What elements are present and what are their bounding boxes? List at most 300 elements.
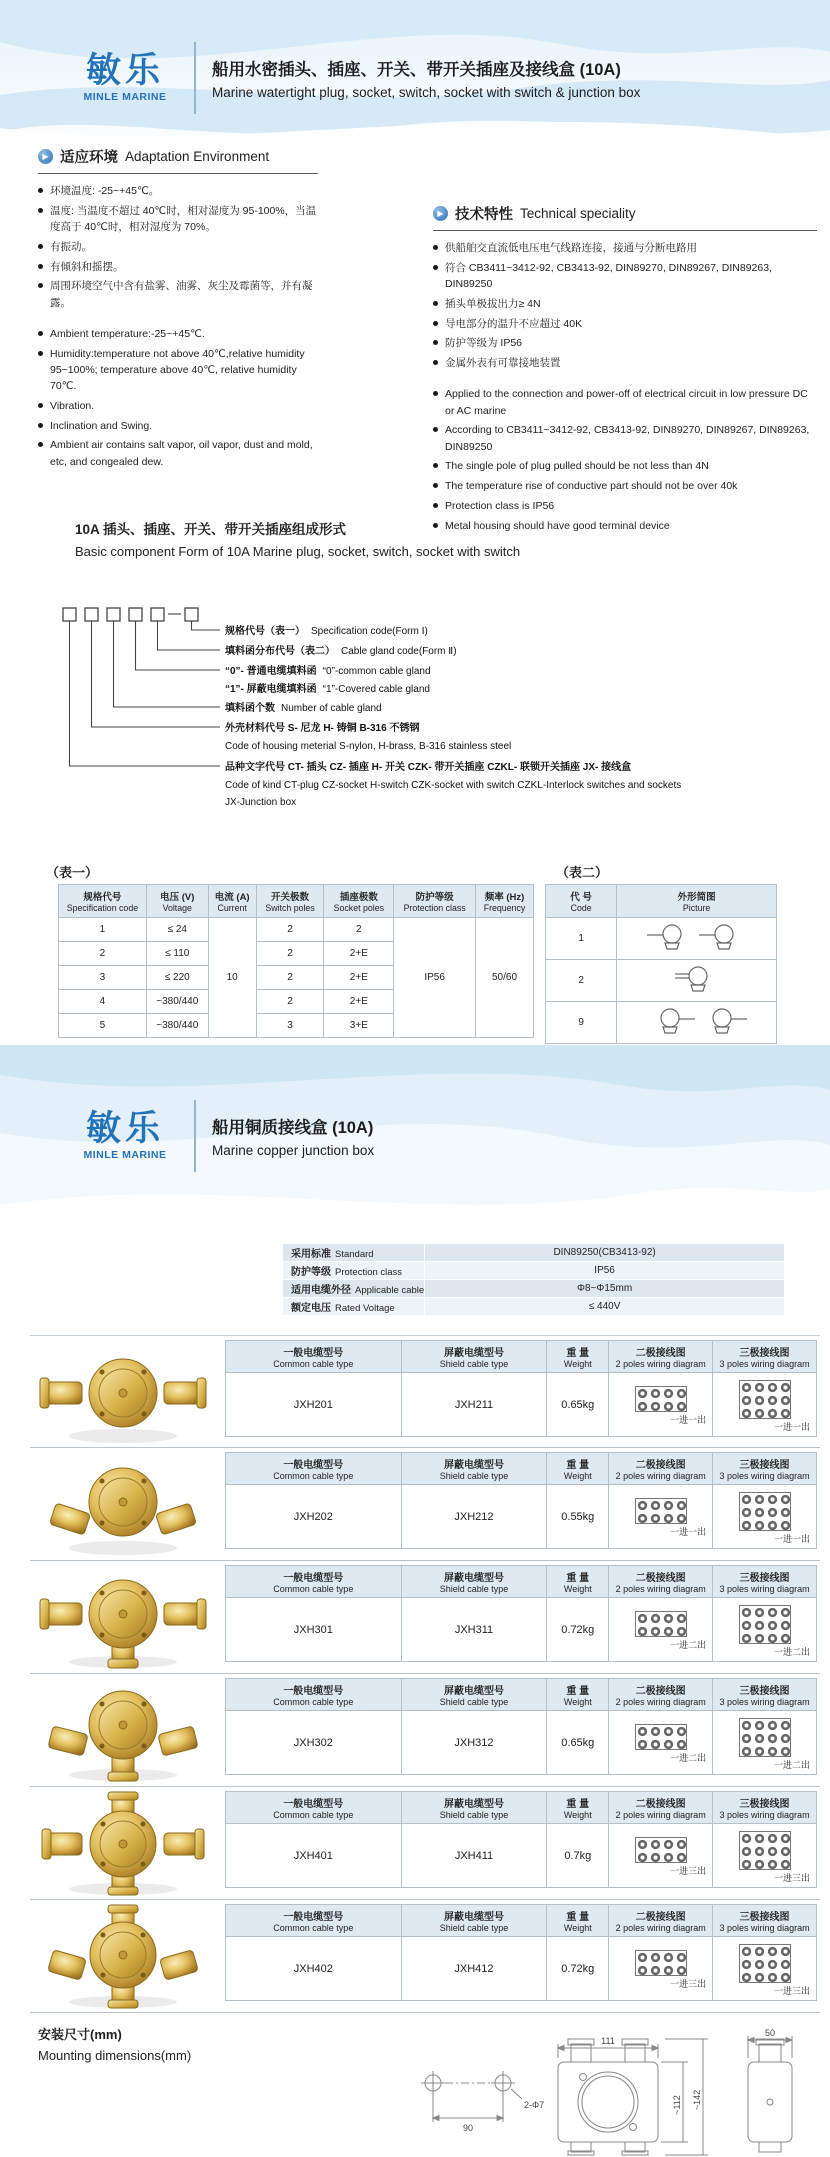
- col-weight: 重 量 Weight: [547, 1341, 609, 1373]
- cell-shield-model: JXH212: [401, 1485, 547, 1549]
- product-photo-2way: [38, 1340, 208, 1446]
- cell-shield-model: JXH211: [401, 1373, 547, 1437]
- standards-row: [283, 1280, 785, 1298]
- standards-value: DIN89250(CB3413-92): [425, 1244, 785, 1262]
- product-photo-4way: [38, 1904, 208, 2010]
- list-item-text: Ambient air contains salt vapor, oil vapor, dust and mold, etc, and congealed dew.: [50, 439, 313, 468]
- code-label-gland-number: [225, 700, 382, 718]
- product-header-row: [226, 1792, 817, 1824]
- cell-voltage: ≤ 220: [146, 966, 208, 990]
- label-en: JX-Junction box: [225, 797, 297, 808]
- play-icon: ▶: [433, 206, 448, 221]
- wiring-diagram-2pole: [635, 1386, 687, 1412]
- label-line: [225, 681, 431, 699]
- dim-hole-span: 90: [462, 2123, 474, 2133]
- list-item-text: 有倾斜和摇摆。: [50, 260, 124, 273]
- label-en: Number of cable gland: [281, 703, 382, 714]
- header-divider: [194, 42, 196, 114]
- product-value-row: [226, 1824, 817, 1888]
- cell-voltage: ≤ 110: [146, 942, 208, 966]
- col-common-type: 一般电缆型号 Common cable type: [226, 1905, 402, 1937]
- col-2pole-diagram: 二极接线图 2 poles wiring diagram: [609, 1566, 713, 1598]
- product-photo-3way: [38, 1565, 208, 1671]
- list-item-text: Vibration.: [50, 399, 95, 412]
- product-table: [225, 1678, 817, 1775]
- wiring-caption: 一进三出: [670, 1866, 707, 1876]
- standards-row: [283, 1244, 785, 1262]
- cell-common-model: JXH202: [226, 1485, 402, 1549]
- form1-table: [58, 884, 534, 1038]
- product-block-jxh401: [30, 1787, 820, 1900]
- product-value-row: [226, 1598, 817, 1662]
- code-label-gland: [225, 643, 457, 661]
- list-item-text: According to CB3411~3412-92, CB3413-92, DIN89270, DIN89267, DIN89263, DIN89250: [445, 424, 810, 453]
- page2-header: [66, 1100, 374, 1172]
- label-line: [225, 759, 681, 777]
- bullet-icon: [433, 503, 438, 508]
- product-table: [225, 1791, 817, 1888]
- technical-list-en: [433, 386, 817, 534]
- play-icon: ▶: [38, 149, 53, 164]
- product-table: [225, 1904, 817, 2001]
- page-title-cn: 船用水密插头、插座、开关、带开关插座及接线盒 (10A): [212, 61, 621, 79]
- product-table: [225, 1565, 817, 1662]
- cell-common-model: JXH302: [226, 1711, 402, 1775]
- col-3pole-diagram: 三极接线图 3 poles wiring diagram: [713, 1453, 817, 1485]
- col-3pole-diagram: 三极接线图 3 poles wiring diagram: [713, 1905, 817, 1937]
- col-2pole-diagram: 二极接线图 2 poles wiring diagram: [609, 1341, 713, 1373]
- cell-shield-model: JXH312: [401, 1711, 547, 1775]
- product-list: [30, 1335, 820, 2013]
- bullet-icon: [38, 442, 43, 447]
- wiring-caption: 一进一出: [670, 1527, 707, 1537]
- list-item-text: Metal housing should have good terminal device: [445, 519, 670, 532]
- col-2pole-diagram: 二极接线图 2 poles wiring diagram: [609, 1792, 713, 1824]
- cell-code: 1: [59, 918, 147, 942]
- list-item-text: 温度: 当温度不超过 40℃时，相对湿度为 95-100%，当温度高于 40℃时，相对湿度为 70%。: [50, 204, 317, 234]
- standards-label: 适用电缆外径 Applicable cable: [283, 1280, 425, 1298]
- list-item-text: The single pole of plug pulled should be not less than 4N: [445, 460, 709, 473]
- code-label-spec: [225, 623, 428, 641]
- product-value-row: [226, 1373, 817, 1437]
- mounting-dimensions-section: [38, 2024, 191, 2063]
- col-switch-poles: 开关极数 Switch poles: [256, 885, 324, 918]
- bullet-icon: [38, 208, 43, 213]
- product-photo-3way: [38, 1678, 208, 1784]
- bullet-icon: [433, 360, 438, 365]
- cell-picture: [617, 960, 777, 1002]
- wiring-diagram-2pole: [635, 1837, 687, 1863]
- col-shield-type: 屏蔽电缆型号 Shield cable type: [401, 1679, 547, 1711]
- col-socket-poles: 插座极数 Socket poles: [324, 885, 394, 918]
- wiring-diagram-2pole: [635, 1724, 687, 1750]
- code-label-housing: [225, 720, 511, 755]
- cell-switch: 2: [256, 990, 324, 1014]
- product-block-jxh301: [30, 1561, 820, 1674]
- list-item: [38, 326, 318, 342]
- list-item: [433, 458, 817, 474]
- list-item: [433, 422, 817, 455]
- form2-row: [546, 1002, 777, 1044]
- wiring-caption: 一进二出: [773, 1759, 810, 1770]
- col-weight: 重 量 Weight: [547, 1905, 609, 1937]
- product-header-row: [226, 1566, 817, 1598]
- cell-shield-model: JXH311: [401, 1598, 547, 1662]
- bullet-icon: [38, 331, 43, 336]
- col-shield-type: 屏蔽电缆型号 Shield cable type: [401, 1566, 547, 1598]
- col-weight: 重 量 Weight: [547, 1679, 609, 1711]
- bullet-icon: [433, 321, 438, 326]
- col-common-type: 一般电缆型号 Common cable type: [226, 1566, 402, 1598]
- page1-header: [66, 42, 640, 114]
- col-frequency: 频率 (Hz) Frequency: [476, 885, 534, 918]
- label-line: [225, 738, 511, 756]
- cell-picture: [617, 1002, 777, 1044]
- wiring-caption: 一进三出: [670, 1979, 707, 1989]
- logo-wordmark-cn: 敏乐: [85, 50, 164, 90]
- col-3pole-diagram: 三极接线图 3 poles wiring diagram: [713, 1792, 817, 1824]
- page2-title-group: [212, 1114, 374, 1158]
- wiring-diagram-3pole: [739, 1605, 791, 1644]
- form1-header-row: [59, 885, 534, 918]
- col-shield-type: 屏蔽电缆型号 Shield cable type: [401, 1792, 547, 1824]
- standards-label: 防护等级 Protection class: [283, 1262, 425, 1280]
- standards-table: [282, 1243, 785, 1316]
- cell-socket: 3+E: [324, 1014, 394, 1038]
- label-en: Cable gland code(Form Ⅱ): [341, 646, 457, 657]
- cell-picture: [617, 918, 777, 960]
- wiring-caption: 一进二出: [773, 1646, 810, 1657]
- product-value-row: [226, 1937, 817, 2001]
- cell-socket: 2+E: [324, 990, 394, 1014]
- list-item-text: 符合 CB3411~3412-92, CB3413-92, DIN89270, DIN89267, DIN89263, DIN89250: [445, 261, 772, 291]
- dim-front-h1: ~112: [672, 2095, 682, 2115]
- form2-caption: （表二）: [556, 865, 609, 880]
- cell-socket: 2+E: [324, 942, 394, 966]
- bullet-icon: [433, 265, 438, 270]
- cell-3pole-diagram: [713, 1824, 817, 1888]
- wiring-diagram-2pole: [635, 1498, 687, 1524]
- component-form-title-en: Basic component Form of 10A Marine plug, socket, switch, socket with switch: [75, 544, 521, 559]
- standards-value: IP56: [425, 1262, 785, 1280]
- wiring-diagram-2pole: [635, 1611, 687, 1637]
- bullet-icon: [38, 351, 43, 356]
- cell-common-model: JXH401: [226, 1824, 402, 1888]
- standards-row: [283, 1298, 785, 1316]
- list-item: [433, 386, 817, 419]
- heading-en: Adaptation Environment: [125, 149, 270, 164]
- list-item: [433, 260, 817, 293]
- heading-cn: 适应环境: [60, 150, 118, 166]
- logo-wordmark-cn: 敏乐: [85, 1108, 164, 1148]
- form1-row: [59, 918, 534, 942]
- list-item-text: 有振动。: [50, 240, 92, 253]
- brand-logo: [66, 50, 184, 104]
- standards-label: 采用标准 Standard: [283, 1244, 425, 1262]
- col-common-type: 一般电缆型号 Common cable type: [226, 1679, 402, 1711]
- cell-switch: 2: [256, 942, 324, 966]
- outline-sketch-left-entry: [627, 921, 767, 953]
- technical-list-cn: [433, 240, 817, 371]
- list-item-text: 金属外表有可靠接地装置: [445, 357, 561, 370]
- cell-3pole-diagram: [713, 1598, 817, 1662]
- cell-switch: 2: [256, 966, 324, 990]
- cell-3pole-diagram: [713, 1937, 817, 2001]
- cell-common-model: JXH201: [226, 1373, 402, 1437]
- cell-voltage: ≤ 24: [146, 918, 208, 942]
- cell-shield-model: JXH411: [401, 1824, 547, 1888]
- list-item-text: Protection class is IP56: [445, 499, 555, 512]
- cell-common-model: JXH301: [226, 1598, 402, 1662]
- list-item: [433, 240, 817, 256]
- col-spec: 规格代号 Specification code: [59, 885, 147, 918]
- list-item-text: 导电部分的温升不应超过 40K: [445, 317, 583, 330]
- cell-common-model: JXH402: [226, 1937, 402, 2001]
- cell-2pole-diagram: [609, 1373, 713, 1437]
- cell-3pole-diagram: [713, 1711, 817, 1775]
- list-item: [38, 398, 318, 414]
- product-block-jxh402: [30, 1900, 820, 2013]
- label-line: [225, 720, 511, 738]
- wiring-caption: 一进一出: [773, 1421, 810, 1432]
- bullet-icon: [38, 423, 43, 428]
- product-header-row: [226, 1905, 817, 1937]
- col-3pole-diagram: 三极接线图 3 poles wiring diagram: [713, 1566, 817, 1598]
- cell-weight: 0.72kg: [547, 1937, 609, 2001]
- list-item-text: 环境温度: -25~+45℃。: [50, 185, 160, 197]
- label-cn: 外壳材料代号 S- 尼龙 H- 铸铜 B-316 不锈钢: [225, 723, 420, 734]
- list-item-text: Applied to the connection and power-off of electrical circuit in low pressure DC or AC marine: [445, 388, 808, 417]
- list-item-text: The temperature rise of conductive part should not be over 40k: [445, 480, 738, 493]
- col-shield-type: 屏蔽电缆型号 Shield cable type: [401, 1453, 547, 1485]
- adaptation-environment-section: [38, 146, 318, 473]
- col-weight: 重 量 Weight: [547, 1453, 609, 1485]
- bullet-icon: [433, 245, 438, 250]
- section-heading: [433, 203, 817, 231]
- list-item: [38, 278, 318, 311]
- product-block-jxh201: [30, 1335, 820, 1448]
- logo-wordmark-en: MINLE MARINE: [83, 1149, 167, 1162]
- list-item: [433, 296, 817, 312]
- list-item-text: 插头单极拔出力≥ 4N: [445, 297, 541, 310]
- list-item: [38, 346, 318, 395]
- bullet-icon: [433, 427, 438, 432]
- dim-front-width: 111: [601, 2036, 615, 2046]
- product-header-row: [226, 1453, 817, 1485]
- page-title-cn: 船用铜质接线盒 (10A): [212, 1119, 374, 1137]
- cell-voltage: ~380/440: [146, 990, 208, 1014]
- cell-3pole-diagram: [713, 1485, 817, 1549]
- heading-en: Technical speciality: [520, 206, 636, 221]
- heading-cn: 技术特性: [455, 207, 513, 223]
- product-code-diagram: [60, 598, 682, 838]
- code-label-gland-type: [225, 663, 431, 698]
- wiring-diagram-3pole: [739, 1831, 791, 1870]
- cell-switch: 2: [256, 918, 324, 942]
- cell-weight: 0.72kg: [547, 1598, 609, 1662]
- bullet-icon: [433, 463, 438, 468]
- cell-code: 3: [59, 966, 147, 990]
- col-3pole-diagram: 三极接线图 3 poles wiring diagram: [713, 1679, 817, 1711]
- col-weight: 重 量 Weight: [547, 1566, 609, 1598]
- list-item: [38, 259, 318, 275]
- col-2pole-diagram: 二极接线图 2 poles wiring diagram: [609, 1905, 713, 1937]
- bullet-icon: [433, 391, 438, 396]
- list-item: [433, 355, 817, 371]
- col-2pole-diagram: 二极接线图 2 poles wiring diagram: [609, 1679, 713, 1711]
- bullet-icon: [433, 483, 438, 488]
- product-photo-4way: [38, 1791, 208, 1897]
- cell-code: 9: [546, 1002, 617, 1044]
- technical-speciality-section: [433, 203, 817, 537]
- col-common-type: 一般电缆型号 Common cable type: [226, 1792, 402, 1824]
- col-shield-type: 屏蔽电缆型号 Shield cable type: [401, 1905, 547, 1937]
- col-weight: 重 量 Weight: [547, 1792, 609, 1824]
- wiring-caption: 一进一出: [773, 1533, 810, 1544]
- list-item: [433, 498, 817, 514]
- section-heading: [38, 146, 318, 174]
- wiring-caption: 一进二出: [670, 1640, 707, 1650]
- page1-title-group: [212, 56, 640, 100]
- list-item: [38, 418, 318, 434]
- label-line: [225, 794, 681, 812]
- label-en: Specification code(Form Ⅰ): [311, 626, 428, 637]
- col-2pole-diagram: 二极接线图 2 poles wiring diagram: [609, 1453, 713, 1485]
- list-item-text: Ambient temperature:-25~+45℃.: [50, 327, 205, 340]
- code-label-kind: [225, 759, 681, 812]
- product-block-jxh202: [30, 1448, 820, 1561]
- component-form-title-cn: 10A 插头、插座、开关、带开关插座组成形式: [75, 522, 347, 537]
- cell-protection: IP56: [394, 918, 476, 1038]
- list-item: [38, 437, 318, 470]
- component-form-section: [75, 518, 520, 559]
- form2-row: [546, 960, 777, 1002]
- list-item: [38, 239, 318, 255]
- label-cn: “1”- 屏蔽电缆填料函: [225, 683, 317, 695]
- bullet-icon: [38, 283, 43, 288]
- cell-2pole-diagram: [609, 1485, 713, 1549]
- wiring-diagram-2pole: [635, 1950, 687, 1976]
- cell-code: 2: [546, 960, 617, 1002]
- dim-hole-label: 2-Φ7: [524, 2100, 545, 2110]
- col-3pole-diagram: 三极接线图 3 poles wiring diagram: [713, 1341, 817, 1373]
- cell-socket: 2+E: [324, 966, 394, 990]
- cell-weight: 0.7kg: [547, 1824, 609, 1888]
- list-item-text: Inclination and Swing.: [50, 419, 153, 432]
- wiring-caption: 一进三出: [773, 1985, 810, 1996]
- bullet-icon: [38, 264, 43, 269]
- list-item: [38, 203, 318, 236]
- label-cn: 填料函分布代号（表二）: [225, 646, 335, 657]
- product-table: [225, 1452, 817, 1549]
- form2-row: [546, 918, 777, 960]
- product-header-row: [226, 1679, 817, 1711]
- bullet-icon: [38, 188, 43, 193]
- cell-weight: 0.65kg: [547, 1373, 609, 1437]
- cell-2pole-diagram: [609, 1711, 713, 1775]
- product-value-row: [226, 1711, 817, 1775]
- list-item: [38, 183, 318, 199]
- label-line: [225, 663, 431, 681]
- page-title-en: Marine watertight plug, socket, switch, socket with switch & junction box: [212, 85, 641, 100]
- list-item: [433, 335, 817, 351]
- col-voltage: 电压 (V) Voltage: [146, 885, 208, 918]
- adaptation-list-en: [38, 326, 318, 470]
- mounting-title-cn: 安装尺寸(mm): [38, 2027, 122, 2042]
- standards-row: [283, 1262, 785, 1280]
- label-cn: “0”- 普通电缆填料函: [225, 666, 317, 677]
- bullet-icon: [38, 403, 43, 408]
- cell-code: 1: [546, 918, 617, 960]
- label-cn: 填料函个数: [225, 703, 275, 714]
- header-divider: [194, 1100, 196, 1172]
- logo-wordmark-en: MINLE MARINE: [83, 91, 167, 104]
- bullet-icon: [38, 244, 43, 249]
- wiring-diagram-3pole: [739, 1380, 791, 1419]
- standards-value: ≤ 440V: [425, 1298, 785, 1316]
- adaptation-list-cn: [38, 183, 318, 311]
- cell-frequency: 50/60: [476, 918, 534, 1038]
- bullet-icon: [433, 301, 438, 306]
- standards-label: 额定电压 Rated Voltage: [283, 1298, 425, 1316]
- product-table: [225, 1340, 817, 1437]
- col-common-type: 一般电缆型号 Common cable type: [226, 1341, 402, 1373]
- page-title-en: Marine copper junction box: [212, 1143, 375, 1158]
- list-item-text: 防护等级为 IP56: [445, 337, 523, 350]
- wiring-diagram-3pole: [739, 1944, 791, 1983]
- cell-shield-model: JXH412: [401, 1937, 547, 2001]
- col-common-type: 一般电缆型号 Common cable type: [226, 1453, 402, 1485]
- cell-weight: 0.55kg: [547, 1485, 609, 1549]
- brand-logo: [66, 1108, 184, 1162]
- list-item-text: 供船舶交直流低电压电气线路连接，接通与分断电路用: [445, 242, 697, 254]
- mounting-title-en: Mounting dimensions(mm): [38, 2048, 192, 2063]
- product-block-jxh302: [30, 1674, 820, 1787]
- product-photo-2way: [38, 1452, 208, 1558]
- label-line: [225, 777, 681, 795]
- list-item-text: Humidity:temperature not above 40℃,relative humidity 95~100%; temperature above 40℃, relative humidity 70℃.: [50, 347, 305, 393]
- cell-switch: 3: [256, 1014, 324, 1038]
- wiring-diagram-3pole: [739, 1492, 791, 1531]
- label-en: “1”-Covered cable gland: [322, 683, 430, 695]
- list-item: [433, 478, 817, 494]
- list-item-text: 周围环境空气中含有盐雾、油雾、灰尘及霉菌等，并有凝露。: [50, 280, 313, 309]
- cell-current: 10: [208, 918, 256, 1038]
- cell-socket: 2: [324, 918, 394, 942]
- cell-2pole-diagram: [609, 1598, 713, 1662]
- wiring-diagram-3pole: [739, 1718, 791, 1757]
- wiring-caption: 一进二出: [670, 1753, 707, 1763]
- list-item: [433, 316, 817, 332]
- label-en: Code of kind CT-plug CZ-socket H-switch CZK-socket with switch CZKL-Interlock switches and sockets: [225, 779, 682, 791]
- standards-value: Φ8~Φ15mm: [425, 1280, 785, 1298]
- cell-code: 2: [59, 942, 147, 966]
- outline-sketch-double-left-entry: [627, 963, 767, 995]
- col-code: 代 号 Code: [546, 885, 617, 918]
- cell-2pole-diagram: [609, 1937, 713, 2001]
- form1-caption: （表一）: [46, 865, 99, 880]
- col-current: 电流 (A) Current: [208, 885, 256, 918]
- cell-3pole-diagram: [713, 1373, 817, 1437]
- dim-front-h2: ~142: [692, 2089, 702, 2111]
- cell-voltage: ~380/440: [146, 1014, 208, 1038]
- form2-header-row: [546, 885, 777, 918]
- dim-side-width: 50: [764, 2028, 776, 2038]
- cell-2pole-diagram: [609, 1824, 713, 1888]
- cell-weight: 0.65kg: [547, 1711, 609, 1775]
- outline-sketch-right-entry: [627, 1005, 767, 1037]
- col-protection: 防护等级 Protection class: [394, 885, 476, 918]
